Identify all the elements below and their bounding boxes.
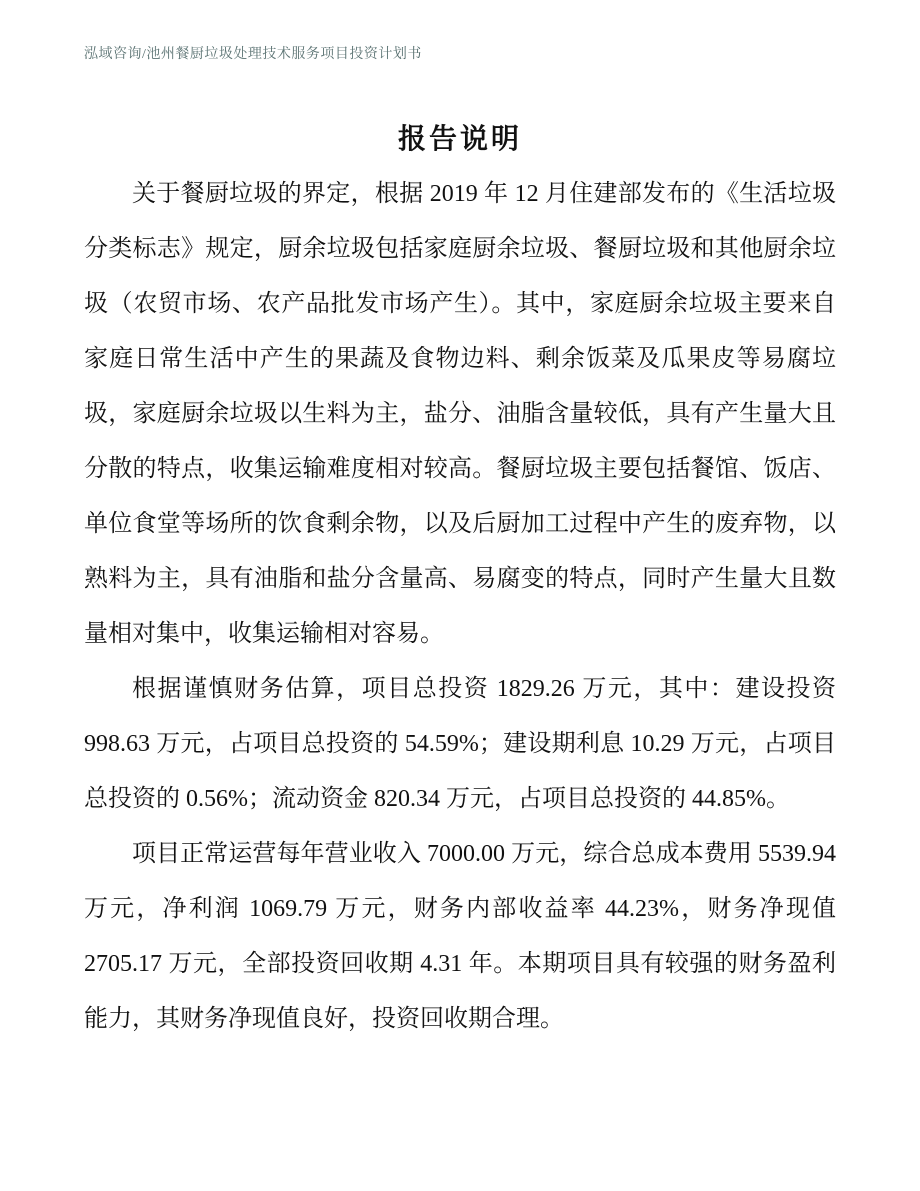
- document-header: 泓域咨询/池州餐厨垃圾处理技术服务项目投资计划书: [84, 47, 422, 62]
- document-body: [84, 112, 836, 1047]
- paragraph-definition: 关于餐厨垃圾的界定，根据 2019 年 12 月住建部发布的《生活垃圾分类标志》规定，厨余垃圾包括家庭厨余垃圾、餐厨垃圾和其他厨余垃圾（农贸市场、农产品批发市场产生）。其中，家庭厨余垃圾主要来自家庭日常生活中产生的果蔬及食物边料、剩余饭菜及瓜果皮等易腐垃圾，家庭厨余垃圾以生料为主，盐分、油脂含量较低，具有产生量大且分散的特点，收集运输难度相对较高。餐厨垃圾主要包括餐馆、饭店、单位食堂等场所的饮食剩余物，以及后厨加工过程中产生的废弃物，以熟料为主，具有油脂和盐分含量高、易腐变的特点，同时产生量大且数量相对集中，收集运输相对容易。: [84, 181, 836, 647]
- paragraph-operating-financials: 项目正常运营每年营业收入 7000.00 万元，综合总成本费用 5539.94 万元，净利润 1069.79 万元，财务内部收益率 44.23%，财务净现值 2705.17 万元，全部投资回收期 4.31 年。本期项目具有较强的财务盈利能力，其财务净现值良好，投资回收期合理。: [84, 841, 836, 1032]
- page-title: 报告说明: [397, 124, 522, 155]
- paragraph-investment-estimate: 根据谨慎财务估算，项目总投资 1829.26 万元，其中：建设投资 998.63 万元，占项目总投资的 54.59%；建设期利息 10.29 万元，占项目总投资的 0.56%；流动资金 820.34 万元，占项目总投资的 44.85%。: [84, 676, 836, 812]
